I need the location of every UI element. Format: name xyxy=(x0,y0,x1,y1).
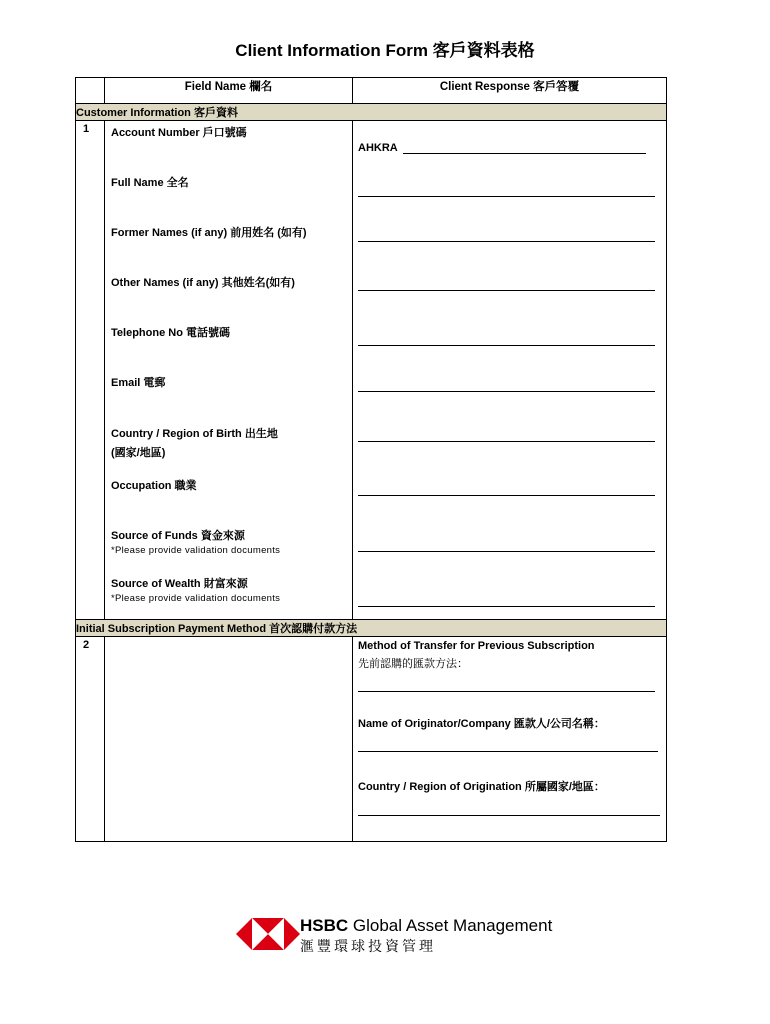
section-2-number: 2 xyxy=(76,637,105,842)
header-field-name: Field Name 欄名 xyxy=(105,78,353,104)
section-2-title: Initial Subscription Payment Method 首次認購付款方法 xyxy=(76,620,667,637)
former-names-label: Former Names (if any) 前用姓名 (如有) xyxy=(111,227,307,239)
source-wealth-label: Source of Wealth 財富來源 xyxy=(111,578,248,590)
email-label: Email 電郵 xyxy=(111,377,166,389)
section-1-responses xyxy=(353,121,667,620)
former-names-line[interactable] xyxy=(358,241,655,242)
country-birth-line[interactable] xyxy=(358,441,655,442)
form-title: Client Information Form 客戶資料表格 xyxy=(235,41,535,60)
brand-name xyxy=(300,916,552,936)
header-client-response: Client Response 客戶答覆 xyxy=(353,78,667,104)
method-transfer-label: Method of Transfer for Previous Subscription xyxy=(358,640,595,652)
section-1-number: 1 xyxy=(76,121,105,620)
brand-name-zh: 滙豐環球投資管理 xyxy=(300,938,436,954)
client-info-table xyxy=(75,77,667,842)
email-line[interactable] xyxy=(358,391,655,392)
source-funds-label: Source of Funds 資金來源 xyxy=(111,530,245,542)
section-1-row xyxy=(76,121,667,620)
originator-line[interactable] xyxy=(358,751,658,752)
brand-rest: Global Asset Management xyxy=(348,916,553,935)
full-name-label: Full Name 全名 xyxy=(111,177,189,189)
account-number-label: Account Number 戶口號碼 xyxy=(111,127,247,139)
section-2-header xyxy=(76,620,667,637)
telephone-line[interactable] xyxy=(358,345,655,346)
section-1-header xyxy=(76,104,667,121)
method-transfer-line[interactable] xyxy=(358,691,655,692)
source-funds-line[interactable] xyxy=(358,551,655,552)
section-2-fields xyxy=(105,637,353,842)
country-origination-line[interactable] xyxy=(358,815,660,816)
source-funds-note: *Please provide validation documents xyxy=(111,545,281,556)
section-2-responses xyxy=(353,637,667,842)
other-names-label: Other Names (if any) 其他姓名(如有) xyxy=(111,277,295,289)
account-number-line[interactable] xyxy=(403,153,646,154)
hsbc-hexagon-logo-icon xyxy=(236,914,300,954)
section-1-fields xyxy=(105,121,353,620)
telephone-label: Telephone No 電話號碼 xyxy=(111,327,230,339)
country-birth-label-2: (國家/地區) xyxy=(111,447,166,459)
header-number-cell xyxy=(76,78,105,104)
full-name-line[interactable] xyxy=(358,196,655,197)
section-2-row xyxy=(76,637,667,842)
originator-label: Name of Originator/Company 匯款人/公司名稱： xyxy=(358,718,605,730)
country-birth-label: Country / Region of Birth 出生地 xyxy=(111,428,278,440)
occupation-label: Occupation 職業 xyxy=(111,480,197,492)
table-header-row xyxy=(76,78,667,104)
brand-hsbc: HSBC xyxy=(300,916,349,935)
occupation-line[interactable] xyxy=(358,495,655,496)
source-wealth-note: *Please provide validation documents xyxy=(111,593,281,604)
country-origination-label: Country / Region of Origination 所屬國家/地區： xyxy=(358,781,605,793)
account-prefix: AHKRA xyxy=(358,142,398,154)
section-1-title: Customer Information 客戶資料 xyxy=(76,104,667,121)
other-names-line[interactable] xyxy=(358,290,655,291)
source-wealth-line[interactable] xyxy=(358,606,655,607)
method-transfer-label-zh: 先前認購的匯款方法： xyxy=(358,658,468,670)
